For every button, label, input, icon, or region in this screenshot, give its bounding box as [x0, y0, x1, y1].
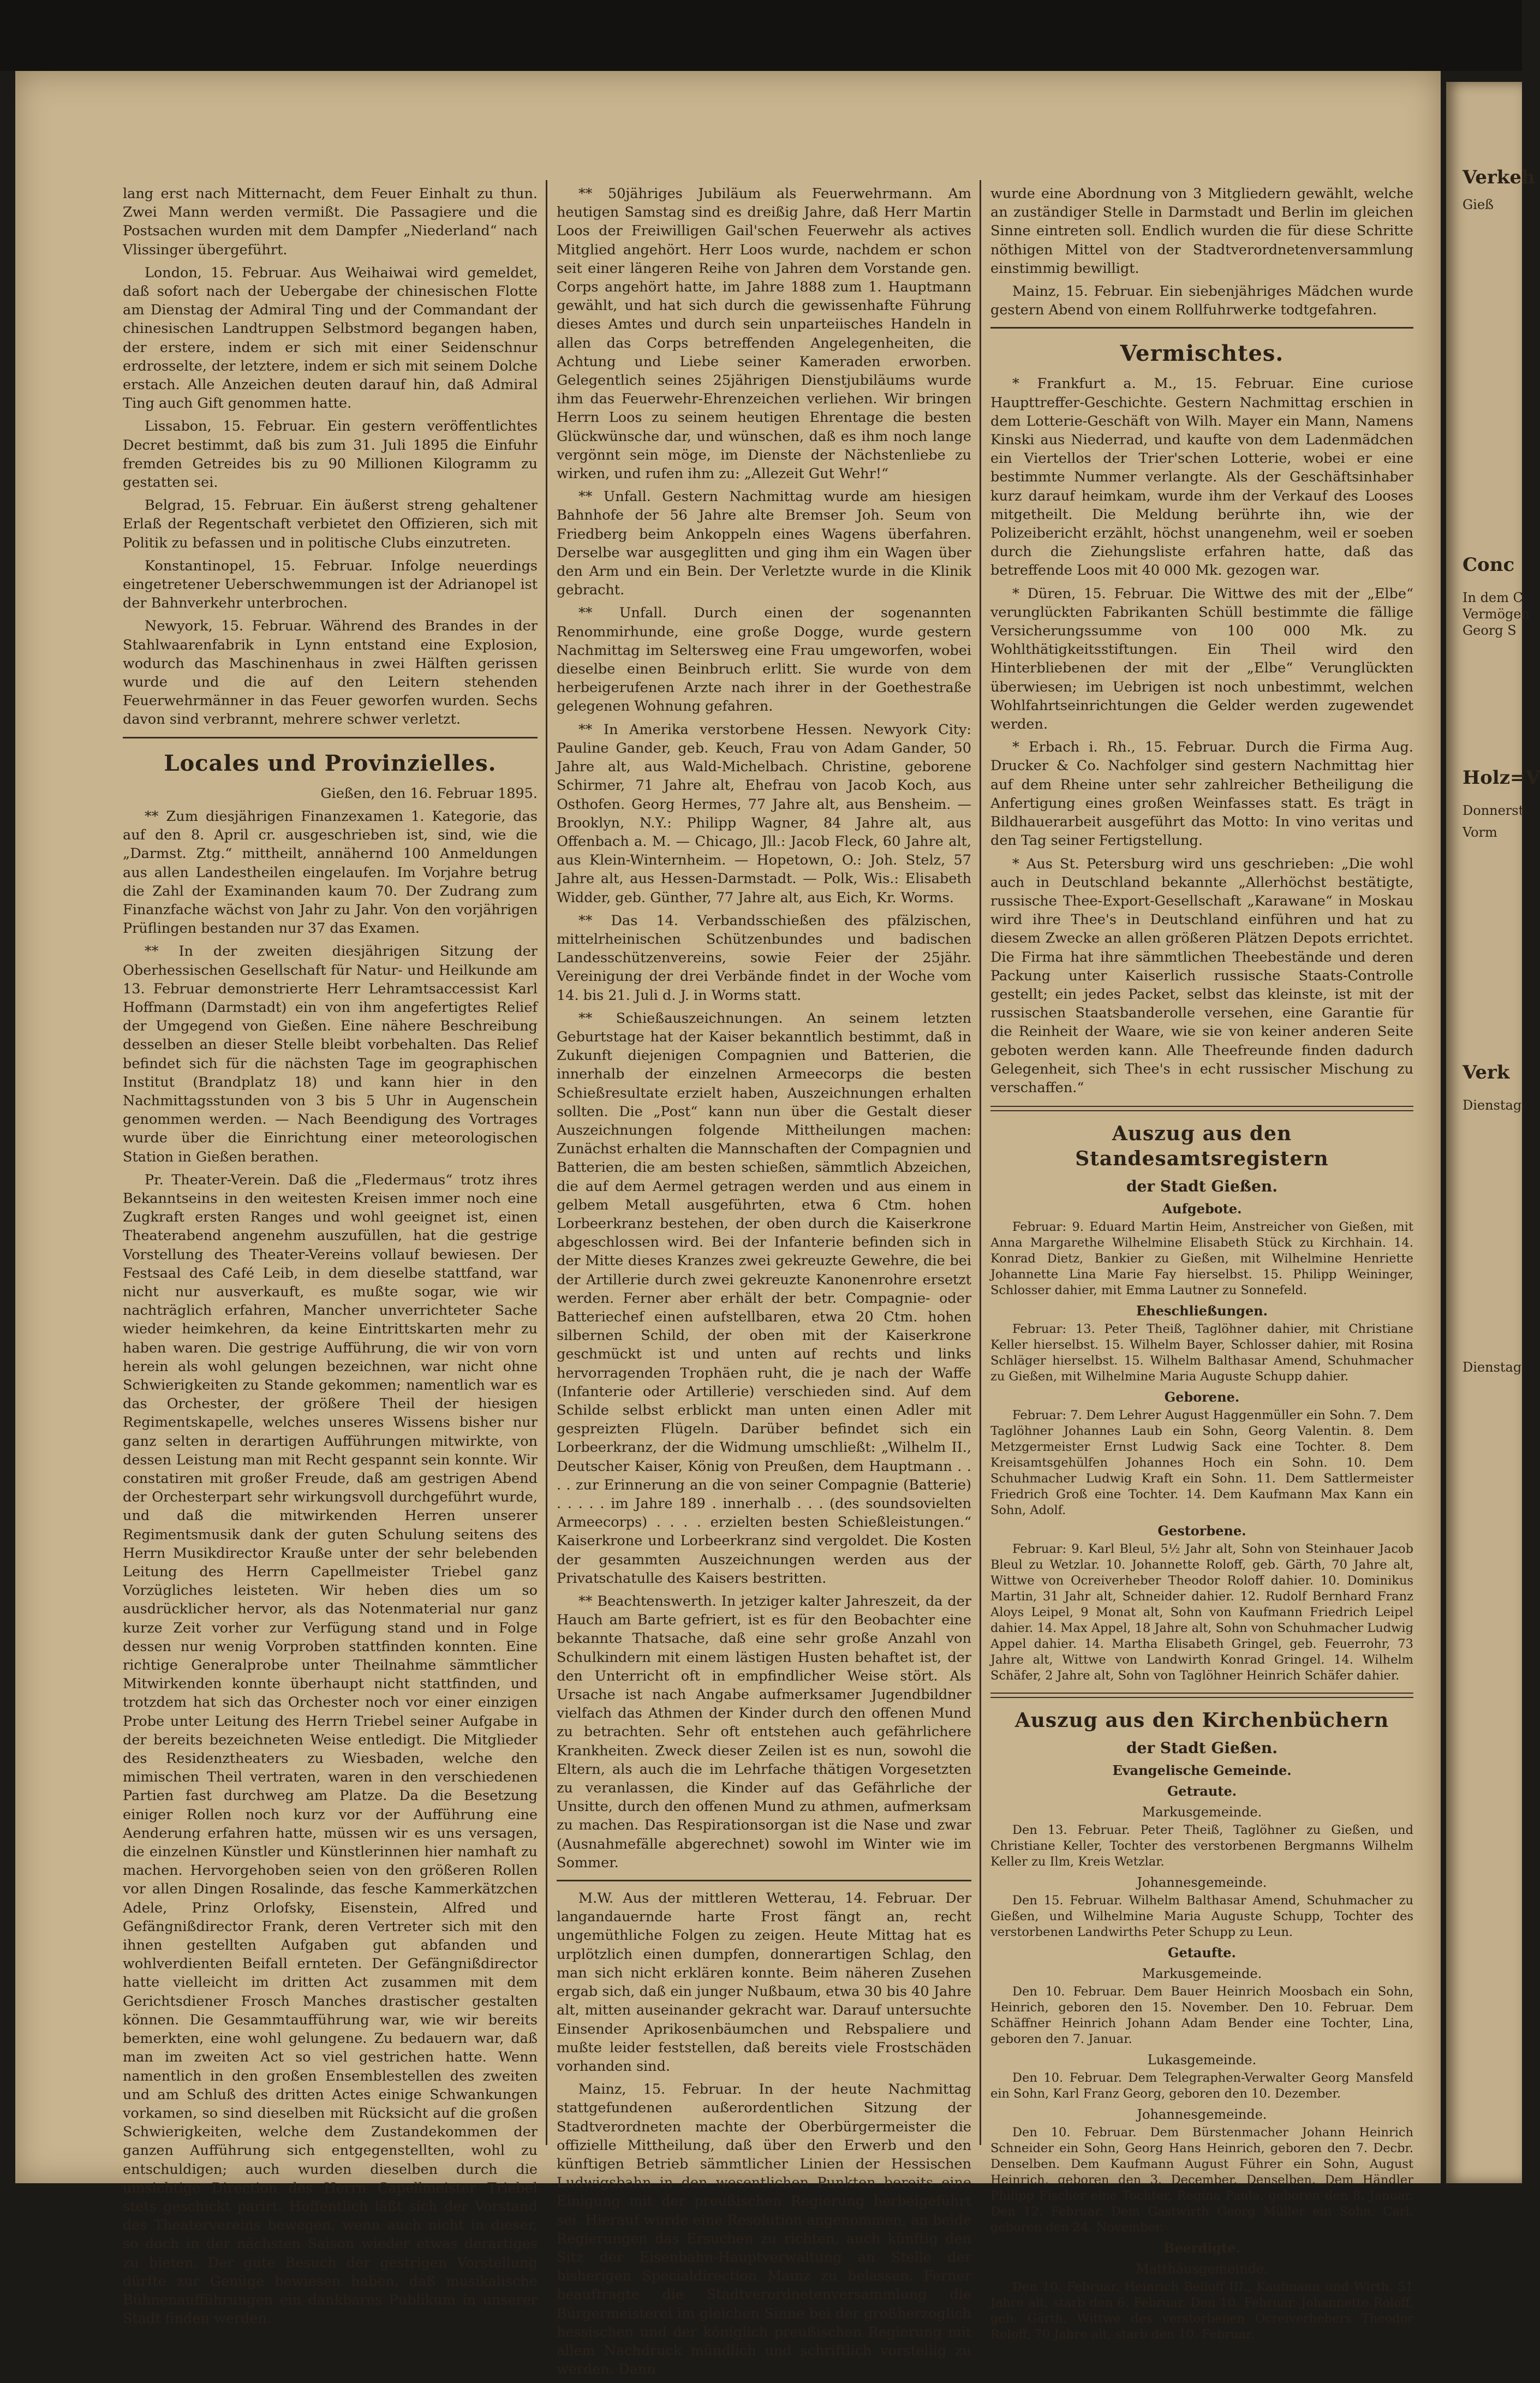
news-paragraph: * Aus St. Petersburg wird uns geschrieben: „Die wohl auch in Deutschland bekannte „Allerhöchst bestätigte, russische Thee-Export-Gesellschaft „Karawane“ in Moskau wird ihre Thee's in Deutschland einführen und hat zu diesem Zwecke an allen größeren Plätzen Depots errichtet. Die Firma hat ihre sämmtlichen Theebestände und deren Packung unter Kaiserlich russische Staats-Controlle gestellt; ein jedes Packet, selbst das kleinste, ist mit der russischen Staatsbanderolle versehen, eine Garantie für die Reinheit der Waare, wie sie von keiner anderen Seite geboten werden kann. Alle Theefreunde finden dadurch Gelegenheit, sich Thee's in echt russischer Mischung zu verschaffen.“	[990, 855, 1413, 1096]
church-block	[990, 1762, 1413, 2343]
divider	[990, 1693, 1413, 1698]
register-heading: Eheschließungen.	[1136, 1303, 1268, 1319]
news-paragraph: Lissabon, 15. Februar. Ein gestern veröffentlichtes Decret bestimmt, daß bis zum 31. Juli 1895 die Einfuhr fremden Getreides bis zu 90 Millionen Kilogramm zu gestatten sei.	[123, 418, 538, 491]
news-paragraph: * Düren, 15. Februar. Die Wittwe des mit der „Elbe“ verunglückten Fabrikanten Schüll bestimmte die fällige Versicherungssumme von 100 000 Mk. zu Wohlthätigkeitsstiftungen. Ein Theil wird den Hinterbliebenen der mit der „Elbe“ Verunglückten überwiesen; im Uebrigen ist noch unbestimmt, welchen Wohlfahrtseinrichtungen die Gelder werden zugewendet werden.	[990, 585, 1413, 733]
adjacent-fragment: Holz=V	[1463, 767, 1540, 789]
column-left	[123, 184, 538, 2332]
church-entry: Den 10. Februar. Heinrich Belloff III., Kaufmann und Wirth, 51 Jahre alt, starb den 6. Februar. Den 10. Februar. Johannette Roloff, geb. Gärth, Wittwe des verstorbenen Ocreiverhebers Theodor Roloff, 70 Jahre alt, starb den 10. Februar.	[990, 2280, 1413, 2342]
news-paragraph: ** In Amerika verstorbene Hessen. Newyork City: Pauline Gander, geb. Keuch, Frau von Adam Gander, 50 Jahre alt, aus Wald-Michelbach. Christine, geborene Schirmer, 71 Jahre alt, Ehefrau von Jacob Koch, aus Osthofen. Georg Hermes, 77 Jahre alt, aus Bensheim. — Brooklyn, N.Y.: Philipp Wagner, 84 Jahre alt, aus Offenbach a. M. — Chicago, Jll.: Jacob Fleck, 60 Jahre alt, aus Klein-Winternheim. — Hopetown, O.: Joh. Stelz, 57 Jahre alt, aus Hessen-Darmstadt. — Polk, Wis.: Elisabeth Widder, geb. Günther, 77 Jahre alt, aus Eich, Kr. Worms.	[557, 721, 971, 906]
adjacent-fragment: Donnerst	[1463, 803, 1524, 818]
adjacent-fragment: Verk	[1463, 1062, 1510, 1083]
news-paragraph: Newyork, 15. Februar. Während des Brandes in der Stahlwaarenfabrik in Lynn entstand eine Explosion, wodurch das Maschinenhaus in zwei Hälften gerissen wurde und die auf den Leitern stehenden Feuerwehrmänner in das Feuer geworfen wurden. Sechs davon sind verbrannt, mehrere schwer verletzt.	[123, 618, 538, 728]
register-heading: Geborene.	[1164, 1389, 1240, 1405]
church-entry: Den 13. Februar. Peter Theiß, Taglöhner zu Gießen, und Christiane Keller, Tochter des verstorbenen Bergmanns Wilhelm Keller zu Ilm, Kreis Wetzlar.	[990, 1823, 1413, 1869]
divider	[123, 737, 538, 738]
section-title: Locales und Provinzielles.	[164, 750, 497, 776]
news-paragraph: * Frankfurt a. M., 15. Februar. Eine curiose Haupttreffer-Geschichte. Gestern Nachmittag erschien in dem Lotterie-Geschäft von Wilh. Mayer ein Mann, Namens Kinski aus Niederrad, und kaufte von dem Ladenmädchen ein Viertellos der Trier'schen Lotterie, wobei er eine bestimmte Nummer verlangte. Als der Geschäftsinhaber kurz darauf heimkam, wurde ihm der Verkauf des Looses mitgetheilt. Die Meldung berührte ihn, wie der Polizeibericht erzählt, höchst unangenehm, weil er soeben durch die Ziehungsliste erfahren hatte, daß das betreffende Loos mit 40 000 Mk. gezogen war.	[990, 376, 1413, 579]
news-paragraph: Mainz, 15. Februar. Ein siebenjähriges Mädchen wurde gestern Abend von einem Rollfuhrwerke todtgefahren.	[990, 283, 1413, 319]
parish-heading: Markusgemeinde.	[1142, 1966, 1262, 1982]
adjacent-fragment: Vorm	[1463, 825, 1497, 840]
adjacent-fragment: Verkeh	[1463, 166, 1535, 188]
column-right	[990, 184, 1413, 2347]
church-entry: Den 10. Februar. Dem Bürstenmacher Johann Heinrich Schneider ein Sohn, Georg Hans Heinrich, geboren den 7. Decbr. Denselben. Dem Kaufmann August Führer ein Sohn, August Heinrich, geboren den 3. December. Denselben. Dem Händler Philipp Fischer eine Tochter, Regina Paula, geboren den 8. Januar. Den 12. Februar. Dem Gastwirth Georg Müller ein Sohn, Carl, geboren den 24. November.	[990, 2125, 1413, 2235]
column-rule	[546, 180, 547, 2145]
section-title: Auszug aus den Kirchenbüchern	[1014, 1709, 1389, 1732]
parish-heading: Johannesgemeinde.	[1137, 2107, 1267, 2123]
parish-heading: Matthäusgemeinde.	[1136, 2261, 1268, 2277]
church-heading: Getraute.	[1167, 1783, 1237, 1800]
church-heading: Evangelische Gemeinde.	[1112, 1762, 1292, 1779]
news-paragraph: ** In der zweiten diesjährigen Sitzung der Oberhessischen Gesellschaft für Natur- und Heilkunde am 13. Februar demonstrierte Herr Lehramtsaccessist Karl Hoffmann (Darmstadt) ein von ihm angefertigtes Relief der Umgegend von Gießen. Eine nähere Beschreibung desselben an dieser Stelle bleibt vorbehalten. Das Relief befindet sich für die nächsten Tage im geographischen Institut (Brandplatz 18) und kann hier in den Nachmittagsstunden von 3 bis 5 Uhr in Augenschein genommen werden. — Nach Beendigung des Vortrages wurde über die Einrichtung einer meteorologischen Station in Gießen berathen.	[123, 943, 538, 1165]
news-paragraph: Pr. Theater-Verein. Daß die „Fledermaus“ trotz ihres Bekanntseins in den weitesten Kreisen immer noch eine Zugkraft ersten Ranges und wohl geeignet ist, einen Theaterabend angenehm auszufüllen, hat die gestrige Vorstellung des Theater-Vereins vollauf bewiesen. Der Festsaal des Café Leib, in dem dieselbe stattfand, war nicht nur ausverkauft, es mußte sogar, wie wir nachträglich erfahren, Mancher unverrichteter Sache wieder heimkehren, da keine Eintrittskarten mehr zu haben waren. Die gestrige Aufführung, die wir von vorn herein als wohl gelungen bezeichnen, war nicht ohne Schwierigkeiten zu Stande gekommen; namentlich war es das Orchester, der größere Theil der hiesigen Regimentskapelle, welches unseres Wissens bisher nur ganz selten in derartigen Aufführungen mitwirkte, von dessen Leistung man mit Recht gespannt sein konnte. Wir constatiren mit großer Freude, daß am gestrigen Abend der Orchesterpart sehr wirkungsvoll durchgeführt wurde, und daß die mitwirkenden Herren unserer Regimentsmusik dank der guten Schulung seitens des Herrn Musikdirector Krauße unter der sehr belebenden Leitung des Herrn Capellmeister Triebel ganz Vorzügliches leisteten. Wir heben dies um so ausdrücklicher hervor, als das Notenmaterial nur ganz kurze Zeit vorher zur Verfügung stand und in Folge dessen nur wenig Vorproben stattfinden konnten. Eine richtige Generalprobe unter Theilnahme sämmtlicher Mitwirkenden konnte überhaupt nicht stattfinden, und trotzdem hat sich das Orchester noch vor einer einzigen Probe unter Leitung des Herrn Triebel seiner Aufgabe in der bereits bezeichneten Weise entledigt. Die Mitglieder des Residenztheaters zu Wiesbaden, welche den mimischen Theil vertraten, waren in den verschiedenen Partien fast durchweg am Platze. Da die Besetzung einiger Rollen noch kurz vor der Aufführung eine Aenderung erfahren hatte, müssen wir es uns versagen, die einzelnen Künstler und Künstlerinnen hier namhaft zu machen. Hervorgehoben seien von den größeren Rollen vor allen Dingen Rosalinde, das fesche Kammerkätzchen Adele, Prinz Orlofsky, Eisenstein, Alfred und Gefängnißdirector Frank, deren Vertreter sich mit den ihnen gestellten Aufgaben gut abfanden und wohlverdienten Beifall ernteten. Der Gefängnißdirector hatte vielleicht im dritten Act zusammen mit dem Gerichtsdiener Frosch Manches drastischer gestalten können. Die Gesammtaufführung war, wie wir bereits bemerkten, eine wohl gelungene. Zu bedauern war, daß man im zweiten Act so viel gestrichen hatte. Wenn namentlich in den großen Ensemblestellen des zweiten und am Schluß des dritten Actes einige Schwankungen vorkamen, so sind dieselben mit Rücksicht auf die großen Schwierigkeiten, welche dem Zustandekommen der ganzen Aufführung sich entgegenstellten, wohl zu entschuldigen; auch wurden dieselben durch die umsichtige Direction des Herrn Capellmeister Triebel stets geschickt parirt. Hoffentlich läßt sich der Vorstand des Theatervereins bewegen, wenn auch nicht in dieser, so doch in der nächsten Saison wieder etwas derartiges zu bieten. Der gute Besuch der gestrigen Vorstellung dürfte zur Genüge bewiesen haben, daß musikalische Bühnenaufführungen ein dankbares Publikum in unserer Stadt finden werden.	[123, 1171, 538, 2327]
news-paragraph: ** Unfall. Durch einen der sogenannten Renommirhunde, eine große Dogge, wurde gestern Nachmittag im Seltersweg eine Frau umgeworfen, wobei dieselbe einen Beinbruch erlitt. Sie wurde von dem herbeigerufenen Arzte nach ihrer in der Goethestraße gelegenen Wohnung gefahren.	[557, 605, 971, 715]
adjacent-fragment: Dienstag	[1463, 1360, 1522, 1375]
dateline: Gießen, den 16. Februar 1895.	[320, 785, 538, 802]
news-paragraph: ** Beachtenswerth. In jetziger kalter Jahreszeit, da der Hauch am Barte gefriert, ist es für den Beobachter eine bekannte Thatsache, daß eine sehr große Anzahl von Schulkindern mit einem lästigen Husten behaftet ist, der den Unterricht oft in empfindlicher Weise stört. Als Ursache ist nach Angabe aufmerksamer Jugendbildner vielfach das Athmen der Kinder durch den offenen Mund zu betrachten. Sehr oft entstehen auch gefährlichere Krankheiten. Zweck dieser Zeilen ist es nun, sowohl die Eltern, als auch die im Lehrfache thätigen Vorgesetzten zu veranlassen, die Kinder auf das Gefährliche der Unsitte, durch den offenen Mund zu athmen, aufmerksam zu machen. Das Respirationsorgan ist die Nase und zwar (Ausnahmefälle abgerechnet) sowohl im Winter wie im Sommer.	[557, 1593, 971, 1871]
register-block	[990, 1201, 1413, 1684]
news-paragraph: Belgrad, 15. Februar. Ein äußerst streng gehaltener Erlaß der Regentschaft verbietet den Offizieren, sich mit Politik zu befassen und in politische Clubs einzutreten.	[123, 497, 538, 551]
register-entry: Februar: 7. Dem Lehrer August Haggenmüller ein Sohn. 7. Dem Taglöhner Johannes Laub ein Sohn, Georg Valentin. 8. Dem Metzgermeister Ernst Ludwig Sack eine Tochter. 8. Dem Kreisamtsgehülfen Johannes Hoch ein Sohn. 10. Dem Schuhmacher Ludwig Kraft ein Sohn. 11. Dem Sattlermeister Friedrich Groß eine Tochter. 14. Dem Kaufmann Max Kann ein Sohn, Adolf.	[990, 1408, 1413, 1518]
column-rule	[980, 180, 981, 2145]
section-subtitle: der Stadt Gießen.	[1126, 1177, 1278, 1196]
register-entry: Februar: 9. Karl Bleul, 5½ Jahr alt, Sohn von Steinhauer Jacob Bleul zu Wetzlar. 10. Johannette Roloff, geb. Gärth, 70 Jahre alt, Wittwe von Ocreiverheber Theodor Roloff dahier. 10. Dominikus Martin, 31 Jahr alt, Schneider dahier. 12. Rudolf Bernhard Franz Aloys Leipel, 9 Monat alt, Sohn von Kaufmann Friedrich Leipel dahier. 14. Max Appel, 18 Jahre alt, Sohn von Schuhmacher Ludwig Appel dahier. 14. Martha Elisabeth Gringel, geb. Feuerrohr, 73 Jahre alt, Wittwe von Landwirth Konrad Gringel. 14. Wilhelm Schäfer, 2 Jahre alt, Sohn von Taglöhner Heinrich Schäfer dahier.	[990, 1542, 1413, 1683]
adjacent-page	[1446, 82, 1540, 2183]
divider	[557, 1880, 971, 1881]
news-paragraph: wurde eine Abordnung von 3 Mitgliedern gewählt, welche an zuständiger Stelle in Darmstadt und Berlin im gleichen Sinne eintreten soll. Endlich wurden die für diese Schritte nöthigen Mittel von der Stadtverordnetenversammlung einstimmig bewilligt.	[990, 186, 1413, 277]
adjacent-fragment: Vermögen	[1463, 606, 1530, 622]
section-title: Vermischtes.	[1120, 341, 1284, 367]
news-paragraph: ** Das 14. Verbandsschießen des pfälzischen, mittelrheinischen Schützenbundes und badischen Landesschützenvereins, sowie Feier der 25jähr. Vereinigung der drei Verbände findet in der Woche vom 14. bis 21. Juli d. J. in Worms statt.	[557, 912, 971, 1004]
news-paragraph: ** Unfall. Gestern Nachmittag wurde am hiesigen Bahnhofe der 56 Jahre alte Bremser Joh. Seum von Friedberg beim Ankoppeln eines Wagens überfahren. Derselbe war ausgeglitten und ging ihm ein Wagen über den Arm und ein Bein. Der Verletzte wurde in die Klinik gebracht.	[557, 488, 971, 599]
column-middle	[557, 184, 971, 2383]
register-entry: Februar: 13. Peter Theiß, Taglöhner dahier, mit Christiane Keller hierselbst. 15. Wilhelm Bayer, Schlosser dahier, mit Rosina Schläger hierselbst. 15. Wilhelm Balthasar Amend, Schuhmacher zu Gießen, mit Wilhelmine Maria Auguste Schupp dahier.	[990, 1322, 1413, 1384]
parish-heading: Johannesgemeinde.	[1137, 1875, 1267, 1891]
church-heading: Getaufte.	[1168, 1945, 1236, 1961]
news-paragraph: M.W. Aus der mittleren Wetterau, 14. Februar. Der langandauernde harte Frost fängt an, recht ungemüthliche Folgen zu zeigen. Heute Mittag hat es urplötzlich einen dumpfen, donnerartigen Schlag, den man sich nicht erklären konnte. Beim näheren Zusehen ergab sich, daß ein junger Nußbaum, etwa 30 bis 40 Jahre alt, mitten auseinander gekracht war. Darauf untersuchte Einsender Aprikosenbäumchen und Rebspaliere und mußte leider feststellen, daß bereits viele Frostschäden vorhanden sind.	[557, 1890, 971, 2075]
news-paragraph: ** Schießauszeichnungen. An seinem letzten Geburtstage hat der Kaiser bekanntlich bestimmt, daß in Zukunft diejenigen Compagnien und Batterien, die innerhalb der einzelnen Armeecorps die besten Schießresultate erzielt haben, Auszeichnungen erhalten sollten. Die „Post“ kann nun über die Gestalt dieser Auszeichnungen folgende Mittheilungen machen: Zunächst erhalten die Mannschaften der Compagnien und Batterien, die am besten schießen, sämmtlich Abzeichen, die auf dem Aermel getragen werden und aus einem in gelbem Metall ausgeführten, etwa 6 Ctm. hohen Lorbeerkranz bestehen, der oben durch die Kaiserkrone abgeschlossen wird. Bei der Infanterie befinden sich in der Mitte dieses Kranzes zwei gekreuzte Gewehre, die bei der Artillerie durch zwei gekreuzte Kanonenrohre ersetzt werden. Ferner aber erhält der betr. Compagnie- oder Batteriechef einen aufstellbaren, etwa 20 Ctm. hohen silbernen Schild, der oben mit der Kaiserkrone geschmückt ist und unten auf rechts und links hervorragenden Trophäen ruht, die je nach der Waffe (Infanterie oder Artillerie) verschieden sind. Auf dem Schilde selbst erblickt man unten einen Adler mit gespreizten Flügeln. Darüber befindet sich ein Lorbeerkranz, der die Widmung umschließt: „Wilhelm II., Deutscher Kaiser, König von Preußen, dem Hauptmann . . . . zur Erinnerung an die von seiner Compagnie (Batterie) . . . . . im Jahre 189 . innerhalb . . . (des soundsovielten Armeecorps) . . . . erzielten besten Schießleistungen.“ Kaiserkrone und Lorbeerkranz sind vergoldet. Die Kosten der gesammten Auszeichnungen werden aus der Privatschatulle des Kaisers bestritten.	[557, 1010, 971, 1587]
adjacent-fragment: In dem C	[1463, 590, 1523, 605]
adjacent-fragment: Gieß	[1463, 197, 1494, 212]
section-title: Auszug aus den Standesamtsregistern	[1075, 1122, 1329, 1171]
church-heading: Beerdigte.	[1163, 2240, 1240, 2256]
parish-heading: Markusgemeinde.	[1142, 1804, 1262, 1820]
register-entry: Februar: 9. Eduard Martin Heim, Anstreicher von Gießen, mit Anna Margarethe Wilhelmine Elisabeth Stück zu Kirchhain. 14. Konrad Dietz, Bankier zu Gießen, mit Wilhelmine Henriette Johannette Lina Marie Fay hierselbst. 15. Philipp Weininger, Schlosser dahier, mit Emma Lautner zu Sonnefeld.	[990, 1220, 1413, 1298]
news-paragraph: lang erst nach Mitternacht, dem Feuer Einhalt zu thun. Zwei Mann werden vermißt. Die Passagiere und die Postsachen wurden mit dem Dampfer „Niederland“ nach Vlissinger übergeführt.	[123, 186, 538, 258]
adjacent-fragment: Dienstag	[1463, 1098, 1522, 1113]
church-entry: Den 15. Februar. Wilhelm Balthasar Amend, Schuhmacher zu Gießen, und Wilhelmine Maria Auguste Schupp, Tochter des verstorbenen Landwirths Peter Schupp zu Leun.	[990, 1893, 1413, 1940]
news-paragraph: Mainz, 15. Februar. In der heute Nachmittag stattgefundenen außerordentlichen Sitzung der Stadtverordneten machte der Oberbürgermeister die offizielle Mittheilung, daß über den Erwerb und den künftigen Betrieb sämmtlicher Linien der Hessischen Ludwigsbahn in den wesentlichen Punkten bereits eine Einigung mit der preußischen Regierung herbeigeführt sei. Hierauf wurde eine Resolution angenommen, an beide Regierungen das Ersuchen zu richten, auch künftig den Sitz der Eisenbahn-Hauptverwaltung an Stelle der bisherigen Specialdirection Mainz zu belassen. Ferner beauftragte die Stadtverordnetenversammlung die Bürgermeisterei im gleichen Sinne bei der großherzoglich hessischen und der königlich preußischen Regierung mit allem Nachdruck mündlich und schriftlich vorstellig zu werden. Dann	[557, 2081, 971, 2378]
church-entry: Den 10. Februar. Dem Bauer Heinrich Moosbach ein Sohn, Heinrich, geboren den 15. November. Den 10. Februar. Dem Schäffner Heinrich Johann Adam Bender eine Tochter, Lina, geboren den 7. Januar.	[990, 1985, 1413, 2047]
news-paragraph: * Erbach i. Rh., 15. Februar. Durch die Firma Aug. Drucker & Co. Nachfolger sind gestern Nachmittag hier auf dem Rheine unter sehr zahlreicher Betheiligung die Anfertigung eines großen Weinfasses statt. Es trägt in Bildhauerarbeit ausgeführt das Motto: In vino veritas und den Tag seiner Fertigstellung.	[990, 739, 1413, 849]
divider	[990, 1106, 1413, 1111]
register-heading: Gestorbene.	[1157, 1523, 1246, 1539]
news-paragraph: ** 50jähriges Jubiläum als Feuerwehrmann. Am heutigen Samstag sind es dreißig Jahre, daß Herr Martin Loos der Freiwilligen Gail'schen Feuerwehr als actives Mitglied angehört. Herr Loos wurde, nachdem er schon seit einer längeren Reihe von Jahren dem Vorstande gen. Corps angehört hatte, im Jahre 1888 zum 1. Hauptmann gewählt, und hat sich durch die gewissenhafte Führung dieses Amtes und durch sein unparteiisches Handeln in allen das Corps betreffenden Angelegenheiten, die Achtung und Liebe seiner Kameraden erworben. Gelegentlich seines 25jährigen Dienstjubiläums wurde ihm das Feuerwehr-Ehrenzeichen verliehen. Wir bringen Herrn Loos zu seinem heutigen Ehrentage die besten Glückwünsche dar, und wünschen, daß es ihm noch lange vergönnt sein möge, im Dienste der Nächstenliebe zu wirken, und rufen ihm zu: „Allezeit Gut Wehr!“	[557, 186, 971, 482]
register-heading: Aufgebote.	[1162, 1201, 1242, 1217]
adjacent-fragment: Conc	[1463, 554, 1515, 576]
news-paragraph: London, 15. Februar. Aus Weihaiwai wird gemeldet, daß sofort nach der Uebergabe der chinesischen Flotte am Dienstag der Admiral Ting und der Commandant der chinesischen Landtruppen Selbstmord begangen haben, der erstere, indem er sich mit einer Seidenschnur erdrosselte, der letztere, indem er sich mit seinem Dolche erstach. Alle Anzeichen deuten darauf hin, daß Admiral Ting auch Gift genommen hatte.	[123, 264, 538, 412]
news-paragraph: Konstantinopel, 15. Februar. Infolge neuerdings eingetretener Ueberschwemmungen ist der Adrianopel ist der Bahnverkehr unterbrochen.	[123, 557, 538, 612]
adjacent-fragment: Georg S	[1463, 623, 1517, 638]
scan-top-edge	[0, 0, 1522, 71]
divider	[990, 327, 1413, 329]
section-subtitle: der Stadt Gießen.	[1126, 1739, 1278, 1758]
parish-heading: Lukasgemeinde.	[1147, 2052, 1257, 2068]
church-entry: Den 10. Februar. Dem Telegraphen-Verwalter Georg Mansfeld ein Sohn, Karl Franz Georg, geboren den 10. Dezember.	[990, 2071, 1413, 2101]
news-paragraph: ** Zum diesjährigen Finanzexamen 1. Kategorie, das auf den 8. April cr. ausgeschrieben ist, sind, wie die „Darmst. Ztg.“ mittheilt, annähernd 100 Anmeldungen aus allen Landestheilen eingelaufen. Im Vorjahre betrug die Zahl der Examinanden kaum 70. Der Zudrang zum Finanzfache wächst von Jahr zu Jahr. Von den vorjährigen Prüflingen bestanden nur 37 das Examen.	[123, 808, 538, 937]
